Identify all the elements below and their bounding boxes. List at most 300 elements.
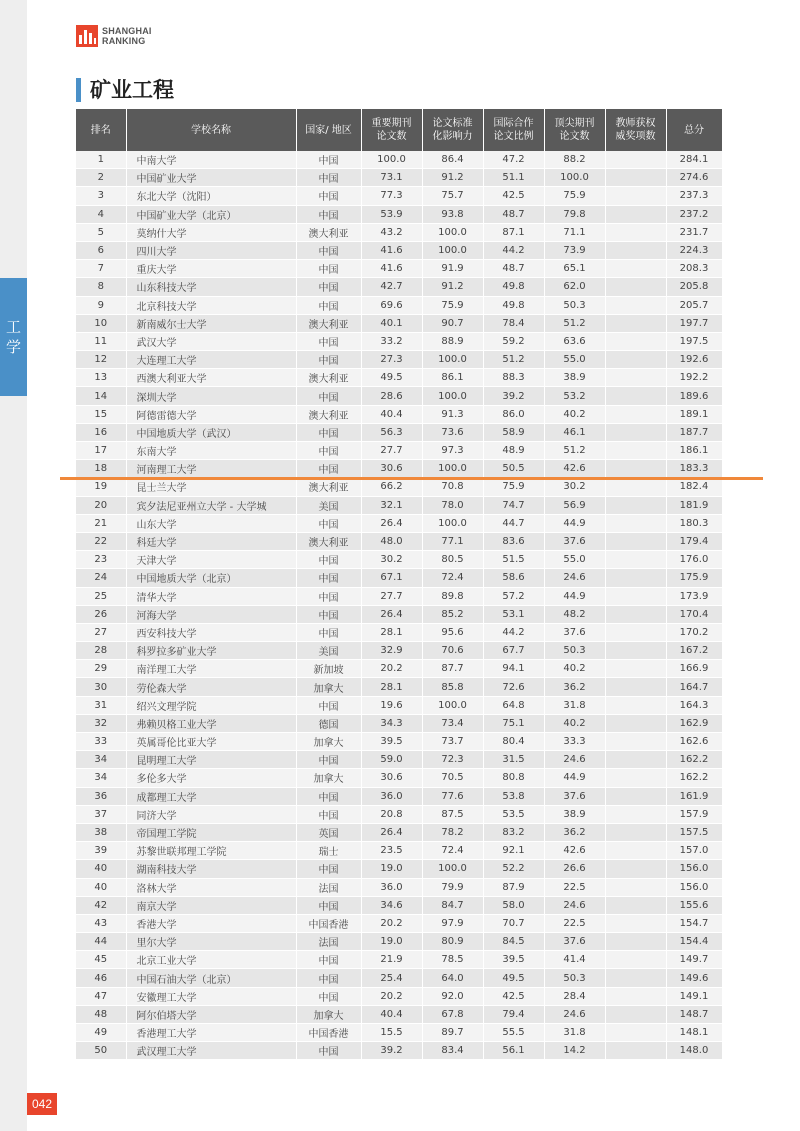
total-cell: 179.4 xyxy=(666,532,722,550)
impact-cell: 84.7 xyxy=(422,896,483,914)
intl-cell: 92.1 xyxy=(483,842,544,860)
rank-cell: 40 xyxy=(76,878,126,896)
top-papers-cell: 24.6 xyxy=(544,896,605,914)
header-rank: 排名 xyxy=(76,109,126,151)
ranking-table xyxy=(76,109,723,1060)
intl-cell: 31.5 xyxy=(483,751,544,769)
papers-cell: 41.6 xyxy=(361,241,422,259)
intl-cell: 49.8 xyxy=(483,278,544,296)
country-cell: 英国 xyxy=(296,823,361,841)
school-cell: 中国地质大学（武汉） xyxy=(126,423,296,441)
impact-cell: 70.6 xyxy=(422,642,483,660)
impact-cell: 64.0 xyxy=(422,969,483,987)
top-papers-cell: 56.9 xyxy=(544,496,605,514)
section-side-tab xyxy=(0,278,27,396)
rank-cell: 34 xyxy=(76,769,126,787)
intl-cell: 59.2 xyxy=(483,332,544,350)
impact-cell: 85.8 xyxy=(422,678,483,696)
intl-cell: 51.2 xyxy=(483,351,544,369)
awards-cell xyxy=(605,1024,666,1042)
papers-cell: 20.2 xyxy=(361,660,422,678)
awards-cell xyxy=(605,842,666,860)
papers-cell: 30.6 xyxy=(361,769,422,787)
country-cell: 中国 xyxy=(296,387,361,405)
total-cell: 164.3 xyxy=(666,696,722,714)
impact-cell: 78.5 xyxy=(422,951,483,969)
impact-cell: 100.0 xyxy=(422,860,483,878)
awards-cell xyxy=(605,969,666,987)
header-awards: 教师获权 威奖项数 xyxy=(605,109,666,151)
table-row xyxy=(76,1042,722,1060)
impact-cell: 87.7 xyxy=(422,660,483,678)
table-row xyxy=(76,569,722,587)
total-cell: 149.7 xyxy=(666,951,722,969)
top-papers-cell: 71.1 xyxy=(544,223,605,241)
table-row xyxy=(76,660,722,678)
top-papers-cell: 22.5 xyxy=(544,878,605,896)
top-papers-cell: 40.2 xyxy=(544,660,605,678)
total-cell: 187.7 xyxy=(666,423,722,441)
table-row xyxy=(76,532,722,550)
intl-cell: 55.5 xyxy=(483,1024,544,1042)
highlight-divider-line xyxy=(60,477,763,480)
table-row xyxy=(76,842,722,860)
school-cell: 北京科技大学 xyxy=(126,296,296,314)
rank-cell: 33 xyxy=(76,733,126,751)
table-row xyxy=(76,369,722,387)
awards-cell xyxy=(605,514,666,532)
rank-cell: 39 xyxy=(76,842,126,860)
awards-cell xyxy=(605,223,666,241)
school-cell: 西澳大利亚大学 xyxy=(126,369,296,387)
table-row xyxy=(76,296,722,314)
table-row xyxy=(76,205,722,223)
papers-cell: 32.9 xyxy=(361,642,422,660)
table-row xyxy=(76,314,722,332)
total-cell: 154.4 xyxy=(666,933,722,951)
table-row xyxy=(76,442,722,460)
intl-cell: 53.1 xyxy=(483,605,544,623)
top-papers-cell: 37.6 xyxy=(544,623,605,641)
school-cell: 新南威尔士大学 xyxy=(126,314,296,332)
country-cell: 法国 xyxy=(296,933,361,951)
school-cell: 绍兴文理学院 xyxy=(126,696,296,714)
page-title: 矿业工程 xyxy=(90,78,174,102)
table-row xyxy=(76,223,722,241)
school-cell: 成都理工大学 xyxy=(126,787,296,805)
total-cell: 148.1 xyxy=(666,1024,722,1042)
total-cell: 149.6 xyxy=(666,969,722,987)
rank-cell: 10 xyxy=(76,314,126,332)
rank-cell: 19 xyxy=(76,478,126,496)
table-row xyxy=(76,460,722,478)
rank-cell: 8 xyxy=(76,278,126,296)
total-cell: 284.1 xyxy=(666,151,722,169)
top-papers-cell: 46.1 xyxy=(544,423,605,441)
country-cell: 中国 xyxy=(296,1042,361,1060)
intl-cell: 83.6 xyxy=(483,532,544,550)
school-cell: 四川大学 xyxy=(126,241,296,259)
intl-cell: 70.7 xyxy=(483,914,544,932)
intl-cell: 39.5 xyxy=(483,951,544,969)
intl-cell: 42.5 xyxy=(483,187,544,205)
rank-cell: 46 xyxy=(76,969,126,987)
rank-cell: 4 xyxy=(76,205,126,223)
rank-cell: 29 xyxy=(76,660,126,678)
rank-cell: 14 xyxy=(76,387,126,405)
rank-cell: 3 xyxy=(76,187,126,205)
country-cell: 中国 xyxy=(296,696,361,714)
total-cell: 167.2 xyxy=(666,642,722,660)
country-cell: 中国 xyxy=(296,351,361,369)
papers-cell: 20.2 xyxy=(361,914,422,932)
top-papers-cell: 50.3 xyxy=(544,642,605,660)
school-cell: 河海大学 xyxy=(126,605,296,623)
papers-cell: 32.1 xyxy=(361,496,422,514)
intl-cell: 58.9 xyxy=(483,423,544,441)
awards-cell xyxy=(605,151,666,169)
papers-cell: 41.6 xyxy=(361,260,422,278)
intl-cell: 86.0 xyxy=(483,405,544,423)
school-cell: 中国石油大学（北京） xyxy=(126,969,296,987)
country-cell: 德国 xyxy=(296,714,361,732)
total-cell: 148.0 xyxy=(666,1042,722,1060)
header-impact: 论文标准 化影响力 xyxy=(422,109,483,151)
awards-cell xyxy=(605,587,666,605)
country-cell: 加拿大 xyxy=(296,769,361,787)
total-cell: 154.7 xyxy=(666,914,722,932)
impact-cell: 73.7 xyxy=(422,733,483,751)
top-papers-cell: 44.9 xyxy=(544,769,605,787)
table-row xyxy=(76,987,722,1005)
table-row xyxy=(76,769,722,787)
awards-cell xyxy=(605,278,666,296)
school-cell: 湖南科技大学 xyxy=(126,860,296,878)
intl-cell: 94.1 xyxy=(483,660,544,678)
papers-cell: 30.6 xyxy=(361,460,422,478)
impact-cell: 78.0 xyxy=(422,496,483,514)
awards-cell xyxy=(605,423,666,441)
intl-cell: 44.2 xyxy=(483,241,544,259)
school-cell: 中南大学 xyxy=(126,151,296,169)
awards-cell xyxy=(605,169,666,187)
intl-cell: 67.7 xyxy=(483,642,544,660)
rank-cell: 32 xyxy=(76,714,126,732)
rank-cell: 21 xyxy=(76,514,126,532)
papers-cell: 26.4 xyxy=(361,823,422,841)
awards-cell xyxy=(605,260,666,278)
awards-cell xyxy=(605,987,666,1005)
school-cell: 天津大学 xyxy=(126,551,296,569)
top-papers-cell: 22.5 xyxy=(544,914,605,932)
top-papers-cell: 41.4 xyxy=(544,951,605,969)
intl-cell: 48.7 xyxy=(483,260,544,278)
school-cell: 武汉理工大学 xyxy=(126,1042,296,1060)
papers-cell: 34.3 xyxy=(361,714,422,732)
impact-cell: 91.2 xyxy=(422,278,483,296)
top-papers-cell: 14.2 xyxy=(544,1042,605,1060)
awards-cell xyxy=(605,733,666,751)
impact-cell: 100.0 xyxy=(422,241,483,259)
impact-cell: 86.4 xyxy=(422,151,483,169)
papers-cell: 20.8 xyxy=(361,805,422,823)
intl-cell: 42.5 xyxy=(483,987,544,1005)
side-tab-char-1: 工 xyxy=(5,318,21,336)
country-cell: 中国 xyxy=(296,442,361,460)
impact-cell: 77.1 xyxy=(422,532,483,550)
school-cell: 重庆大学 xyxy=(126,260,296,278)
top-papers-cell: 30.2 xyxy=(544,478,605,496)
papers-cell: 15.5 xyxy=(361,1024,422,1042)
total-cell: 149.1 xyxy=(666,987,722,1005)
rank-cell: 45 xyxy=(76,951,126,969)
papers-cell: 19.6 xyxy=(361,696,422,714)
top-papers-cell: 26.6 xyxy=(544,860,605,878)
rank-cell: 16 xyxy=(76,423,126,441)
papers-cell: 39.2 xyxy=(361,1042,422,1060)
impact-cell: 86.1 xyxy=(422,369,483,387)
total-cell: 162.6 xyxy=(666,733,722,751)
total-cell: 155.6 xyxy=(666,896,722,914)
papers-cell: 27.7 xyxy=(361,442,422,460)
table-row xyxy=(76,787,722,805)
top-papers-cell: 88.2 xyxy=(544,151,605,169)
intl-cell: 50.5 xyxy=(483,460,544,478)
total-cell: 156.0 xyxy=(666,860,722,878)
awards-cell xyxy=(605,442,666,460)
intl-cell: 52.2 xyxy=(483,860,544,878)
country-cell: 中国 xyxy=(296,260,361,278)
papers-cell: 43.2 xyxy=(361,223,422,241)
school-cell: 清华大学 xyxy=(126,587,296,605)
intl-cell: 53.8 xyxy=(483,787,544,805)
impact-cell: 72.4 xyxy=(422,569,483,587)
top-papers-cell: 33.3 xyxy=(544,733,605,751)
awards-cell xyxy=(605,314,666,332)
top-papers-cell: 48.2 xyxy=(544,605,605,623)
total-cell: 231.7 xyxy=(666,223,722,241)
country-cell: 中国 xyxy=(296,241,361,259)
table-row xyxy=(76,860,722,878)
school-cell: 阿尔伯塔大学 xyxy=(126,1005,296,1023)
school-cell: 西安科技大学 xyxy=(126,623,296,641)
total-cell: 162.2 xyxy=(666,751,722,769)
school-cell: 香港理工大学 xyxy=(126,1024,296,1042)
table-row xyxy=(76,260,722,278)
awards-cell xyxy=(605,769,666,787)
logo-text-line2: RANKING xyxy=(102,36,146,46)
papers-cell: 48.0 xyxy=(361,532,422,550)
header-country: 国家/ 地区 xyxy=(296,109,361,151)
top-papers-cell: 37.6 xyxy=(544,933,605,951)
impact-cell: 90.7 xyxy=(422,314,483,332)
impact-cell: 70.5 xyxy=(422,769,483,787)
papers-cell: 49.5 xyxy=(361,369,422,387)
logo-text xyxy=(102,26,152,46)
papers-cell: 26.4 xyxy=(361,605,422,623)
impact-cell: 80.9 xyxy=(422,933,483,951)
awards-cell xyxy=(605,823,666,841)
table-row xyxy=(76,478,722,496)
rank-cell: 17 xyxy=(76,442,126,460)
rank-cell: 23 xyxy=(76,551,126,569)
intl-cell: 74.7 xyxy=(483,496,544,514)
impact-cell: 97.3 xyxy=(422,442,483,460)
intl-cell: 72.6 xyxy=(483,678,544,696)
impact-cell: 73.4 xyxy=(422,714,483,732)
intl-cell: 49.8 xyxy=(483,296,544,314)
awards-cell xyxy=(605,351,666,369)
school-cell: 帝国理工学院 xyxy=(126,823,296,841)
school-cell: 河南理工大学 xyxy=(126,460,296,478)
papers-cell: 19.0 xyxy=(361,860,422,878)
awards-cell xyxy=(605,478,666,496)
top-papers-cell: 24.6 xyxy=(544,569,605,587)
papers-cell: 36.0 xyxy=(361,787,422,805)
country-cell: 澳大利亚 xyxy=(296,478,361,496)
table-row xyxy=(76,423,722,441)
impact-cell: 80.5 xyxy=(422,551,483,569)
intl-cell: 87.9 xyxy=(483,878,544,896)
top-papers-cell: 40.2 xyxy=(544,405,605,423)
rank-cell: 18 xyxy=(76,460,126,478)
total-cell: 189.1 xyxy=(666,405,722,423)
awards-cell xyxy=(605,896,666,914)
table-row xyxy=(76,678,722,696)
country-cell: 中国 xyxy=(296,551,361,569)
papers-cell: 40.1 xyxy=(361,314,422,332)
intl-cell: 39.2 xyxy=(483,387,544,405)
papers-cell: 20.2 xyxy=(361,987,422,1005)
total-cell: 197.7 xyxy=(666,314,722,332)
awards-cell xyxy=(605,460,666,478)
country-cell: 瑞士 xyxy=(296,842,361,860)
table-row xyxy=(76,514,722,532)
total-cell: 161.9 xyxy=(666,787,722,805)
top-papers-cell: 51.2 xyxy=(544,442,605,460)
country-cell: 中国 xyxy=(296,969,361,987)
total-cell: 208.3 xyxy=(666,260,722,278)
country-cell: 中国 xyxy=(296,587,361,605)
papers-cell: 40.4 xyxy=(361,1005,422,1023)
country-cell: 中国 xyxy=(296,187,361,205)
total-cell: 237.2 xyxy=(666,205,722,223)
title-accent-bar xyxy=(76,78,81,102)
top-papers-cell: 42.6 xyxy=(544,842,605,860)
intl-cell: 75.9 xyxy=(483,478,544,496)
rank-cell: 9 xyxy=(76,296,126,314)
intl-cell: 48.9 xyxy=(483,442,544,460)
awards-cell xyxy=(605,532,666,550)
school-cell: 阿德雷德大学 xyxy=(126,405,296,423)
rank-cell: 44 xyxy=(76,933,126,951)
awards-cell xyxy=(605,914,666,932)
intl-cell: 56.1 xyxy=(483,1042,544,1060)
table-row xyxy=(76,332,722,350)
total-cell: 164.7 xyxy=(666,678,722,696)
intl-cell: 58.6 xyxy=(483,569,544,587)
awards-cell xyxy=(605,696,666,714)
table-row xyxy=(76,969,722,987)
top-papers-cell: 36.2 xyxy=(544,823,605,841)
logo-text-line1: SHANGHAI xyxy=(102,26,152,36)
school-cell: 南洋理工大学 xyxy=(126,660,296,678)
top-papers-cell: 42.6 xyxy=(544,460,605,478)
country-cell: 美国 xyxy=(296,642,361,660)
total-cell: 157.9 xyxy=(666,805,722,823)
school-cell: 北京工业大学 xyxy=(126,951,296,969)
top-papers-cell: 38.9 xyxy=(544,369,605,387)
country-cell: 加拿大 xyxy=(296,1005,361,1023)
impact-cell: 89.7 xyxy=(422,1024,483,1042)
intl-cell: 49.5 xyxy=(483,969,544,987)
awards-cell xyxy=(605,1005,666,1023)
table-row xyxy=(76,169,722,187)
country-cell: 澳大利亚 xyxy=(296,405,361,423)
country-cell: 澳大利亚 xyxy=(296,223,361,241)
impact-cell: 100.0 xyxy=(422,696,483,714)
papers-cell: 27.3 xyxy=(361,351,422,369)
intl-cell: 78.4 xyxy=(483,314,544,332)
school-cell: 山东大学 xyxy=(126,514,296,532)
country-cell: 中国 xyxy=(296,623,361,641)
impact-cell: 87.5 xyxy=(422,805,483,823)
awards-cell xyxy=(605,660,666,678)
country-cell: 中国 xyxy=(296,151,361,169)
school-cell: 深圳大学 xyxy=(126,387,296,405)
intl-cell: 84.5 xyxy=(483,933,544,951)
total-cell: 157.0 xyxy=(666,842,722,860)
papers-cell: 30.2 xyxy=(361,551,422,569)
awards-cell xyxy=(605,678,666,696)
rank-cell: 30 xyxy=(76,678,126,696)
papers-cell: 23.5 xyxy=(361,842,422,860)
awards-cell xyxy=(605,187,666,205)
school-cell: 东北大学（沈阳） xyxy=(126,187,296,205)
top-papers-cell: 24.6 xyxy=(544,1005,605,1023)
country-cell: 中国 xyxy=(296,569,361,587)
papers-cell: 28.1 xyxy=(361,623,422,641)
intl-cell: 88.3 xyxy=(483,369,544,387)
school-cell: 昆明理工大学 xyxy=(126,751,296,769)
table-row xyxy=(76,278,722,296)
papers-cell: 56.3 xyxy=(361,423,422,441)
table-row xyxy=(76,1024,722,1042)
top-papers-cell: 50.3 xyxy=(544,296,605,314)
school-cell: 宾夕法尼亚州立大学 - 大学城 xyxy=(126,496,296,514)
table-row xyxy=(76,878,722,896)
top-papers-cell: 50.3 xyxy=(544,969,605,987)
country-cell: 中国 xyxy=(296,787,361,805)
rank-cell: 5 xyxy=(76,223,126,241)
impact-cell: 97.9 xyxy=(422,914,483,932)
school-cell: 安徽理工大学 xyxy=(126,987,296,1005)
papers-cell: 53.9 xyxy=(361,205,422,223)
table-row xyxy=(76,823,722,841)
awards-cell xyxy=(605,642,666,660)
awards-cell xyxy=(605,369,666,387)
country-cell: 中国香港 xyxy=(296,1024,361,1042)
awards-cell xyxy=(605,787,666,805)
rank-cell: 47 xyxy=(76,987,126,1005)
awards-cell xyxy=(605,496,666,514)
intl-cell: 87.1 xyxy=(483,223,544,241)
rank-cell: 42 xyxy=(76,896,126,914)
page-number: 042 xyxy=(27,1093,57,1115)
total-cell: 175.9 xyxy=(666,569,722,587)
table-row xyxy=(76,623,722,641)
table-row xyxy=(76,914,722,932)
